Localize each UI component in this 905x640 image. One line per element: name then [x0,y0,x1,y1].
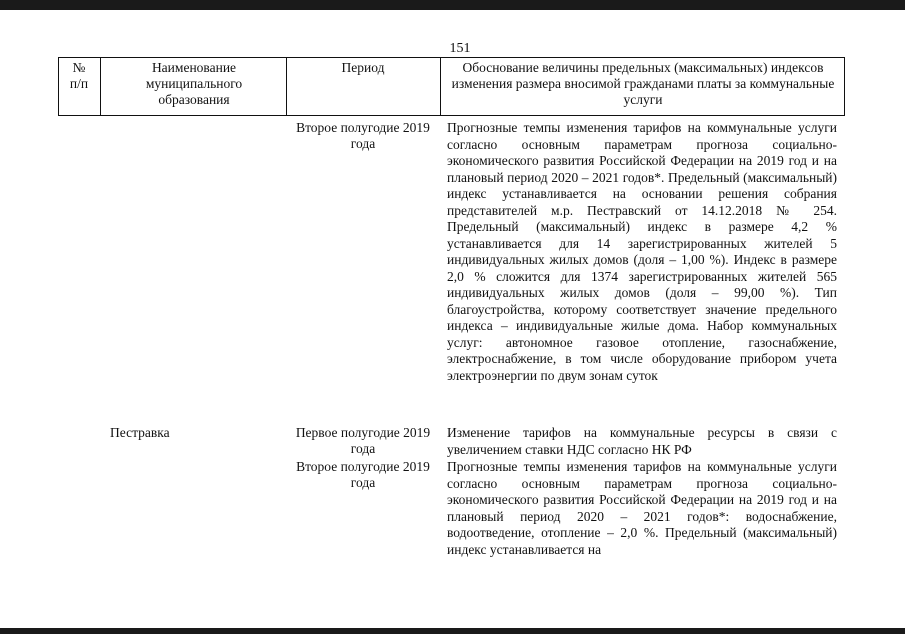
row-3-justification: Прогнозные темпы изменения тарифов на коммунальные услуги согласно основным параметрам прогноза социально-экономического развития Российской Федерации на 2019 год и на плановый период 2020 – 2021 годов*: водоснабжение, водоотведение, отопление – 2,0 %. Предельный (максимальный) индекс устанавливается на [447,459,837,557]
header-divider [440,57,441,116]
header-period: Период [341,60,385,75]
row-1-justification: Прогнозные темпы изменения тарифов на коммунальные услуги согласно основным параметрам прогноза социально-экономического развития Российской Федерации на 2019 год и на плановый период 2020 – 2021 годов*. Предельный (максимальный) индекс устанавливается на основании решения собрания представителей м.р. Пестравский от 14.12.2018 № 254. Предельный (максимальный) индекс в размере 4,2 % устанавливается для 14 зарегистрированных жителей 5 индивидуальных жилых домов (доля – 1,00 %). Индекс в размере 2,0 % сложится для 1374 зарегистрированных жителей 565 индивидуальных жилых домов (доля – 99,00 %). Тип благоустройства, которому соответствует значение предельного индекса – индивидуальные жилые дома. Набор коммунальных услуг: автономное газовое отопление, газоснабжение, электроснабжение, в том числе оборудование прибором учета электроэнергии по двум зонам суток [447,120,837,383]
header-bottom-rule [58,115,845,116]
header-num: № п/п [69,60,89,91]
header-divider [100,57,101,116]
row-1-period: Второе полугодие 2019 года [296,120,430,151]
header-top-rule [58,57,845,58]
row-2-justification: Изменение тарифов на коммунальные ресурсы в связи с увеличением ставки НДС согласно НК РФ [447,425,837,457]
header-justification: Обоснование величины предельных (максимальных) индексов изменения размера вносимой гражданами платы за коммунальные услуги [451,60,835,107]
page-number: 151 [449,41,471,56]
scan-top-border [0,0,905,10]
header-divider [844,57,845,116]
scan-bottom-border [0,628,905,634]
header-municipality: Наименование муниципального образования [145,60,243,107]
row-2-municipality: Пестравка [110,425,170,440]
row-3-period: Второе полугодие 2019 года [296,459,430,490]
row-2-period: Первое полугодие 2019 года [295,425,431,456]
